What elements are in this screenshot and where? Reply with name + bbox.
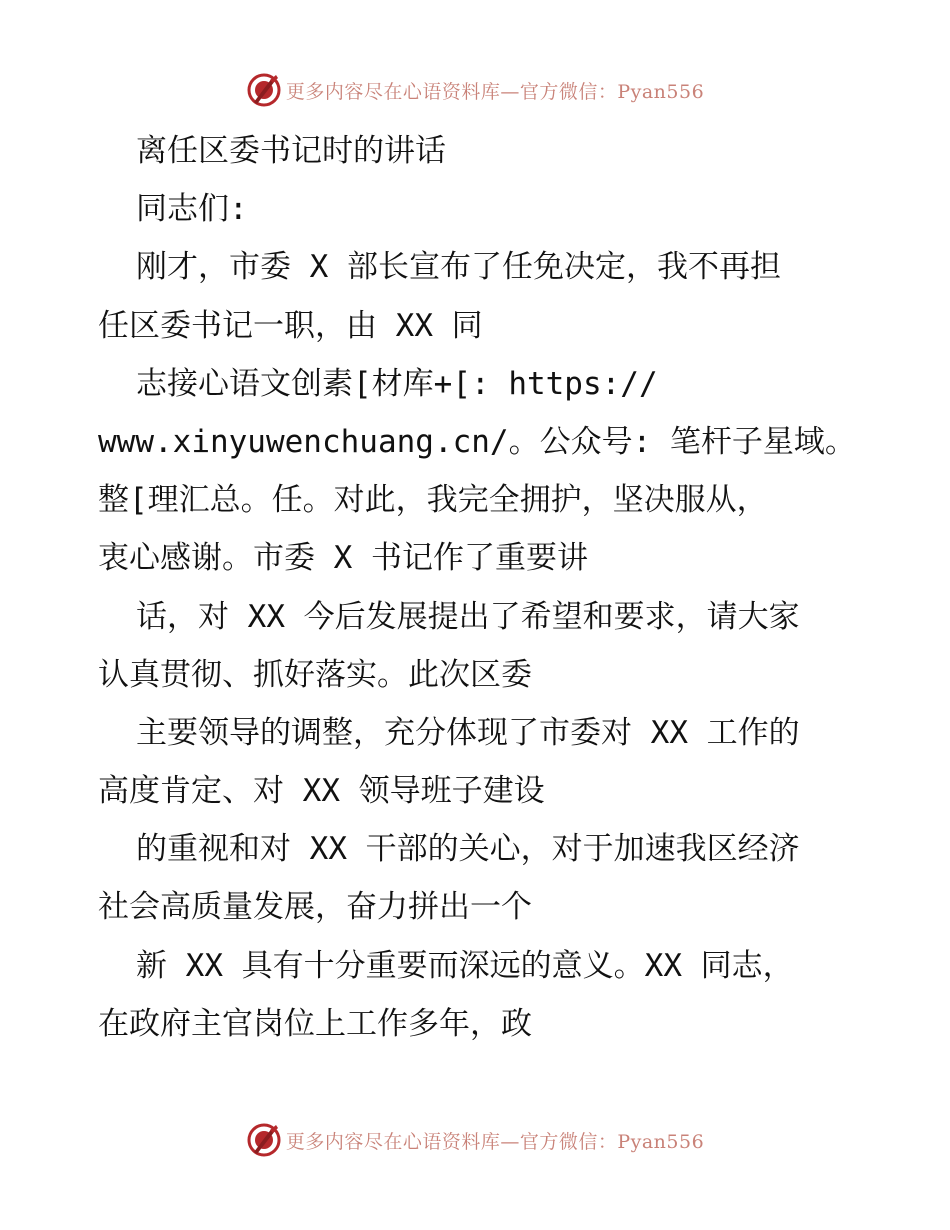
paragraph-line: 高度肯定、对 XX 领导班子建设 [98,773,545,810]
paragraph-line: 刚才，市委 X 部长宣布了任免决定，我不再担 [136,249,781,286]
paragraph-line: 志接心语文创素[材库+[: https:// [136,365,658,402]
paragraph-line: 话，对 XX 今后发展提出了希望和要求，请大家 [136,598,800,635]
footer-banner [0,1120,950,1160]
paragraph-line: 新 XX 具有十分重要而深远的意义。XX 同志， [136,947,794,984]
header-banner [0,70,950,110]
document-body [98,122,868,1053]
paragraph-line: 在政府主官岗位上工作多年，政 [98,1005,532,1042]
paragraph-line: 社会高质量发展，奋力拼出一个 [98,889,532,926]
paragraph-line: 认真贯彻、抓好落实。此次区委 [98,656,532,693]
quill-pen-logo-icon [246,72,282,108]
document-title: 离任区委书记时的讲话 [136,133,446,169]
quill-pen-logo-icon [246,1122,282,1158]
paragraph-line: 衷心感谢。市委 X 书记作了重要讲 [98,540,588,577]
footer-banner-text: 更多内容尽在心语资料库—官方微信：Pyan556 [285,1130,705,1153]
paragraph-line: 任区委书记一职，由 XX 同 [98,307,483,344]
paragraph-line: 的重视和对 XX 干部的关心，对于加速我区经济 [136,831,800,868]
salutation: 同志们: [136,191,248,228]
paragraph-line: www.xinyuwenchuang.cn/。公众号: 笔杆子星域。 [98,423,856,460]
paragraph-line: 整[理汇总。任。对此，我完全拥护，坚决服从， [98,482,768,519]
header-banner-text: 更多内容尽在心语资料库—官方微信：Pyan556 [285,80,705,103]
paragraph-line: 主要领导的调整，充分体现了市委对 XX 工作的 [136,714,800,751]
